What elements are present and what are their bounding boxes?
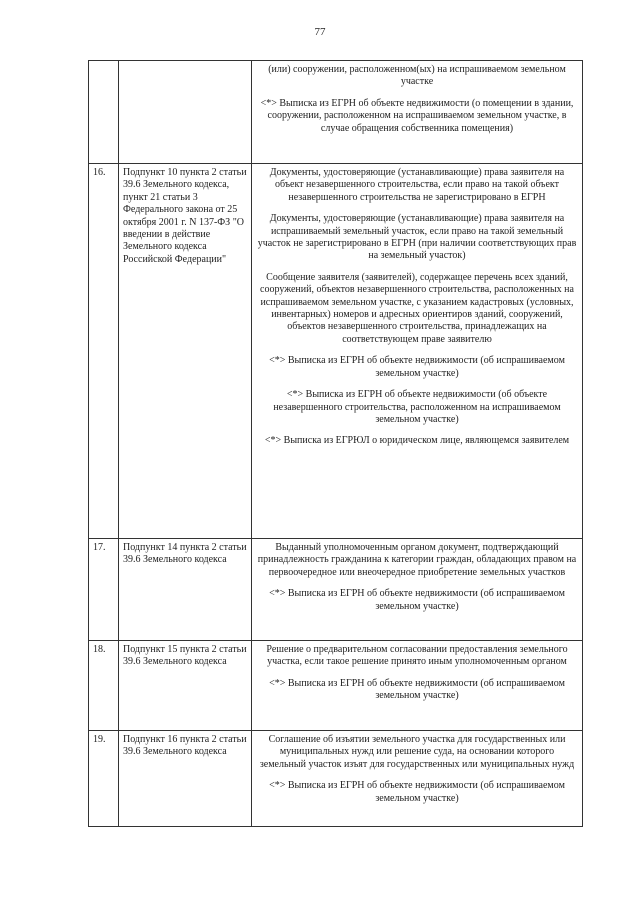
row-number: 16.	[89, 164, 119, 539]
required-documents-cell	[252, 539, 583, 641]
row-number: 17.	[89, 539, 119, 641]
document-item: <*> Выписка из ЕГРН об объекте недвижимости (об испрашиваемом земельном участке)	[269, 355, 565, 379]
document-item: Сообщение заявителя (заявителей), содержащее перечень всех зданий, сооружений, объектов незавершенного строительства, расположенных на испрашиваемом земельном участке, с указанием кадастровых (условных, инвентарных) номеров и адресных ориентиров зданий, сооружений, объектов незавершенного строительства, принадлежащих на соответствующем праве заявителю	[260, 271, 574, 345]
required-documents-cell	[252, 61, 583, 164]
document-item: Документы, удостоверяющие (устанавливающие) права заявителя на объект незавершенного строительства, если право на такой объект незавершенного строительства не зарегистрировано в ЕГРН	[269, 167, 565, 203]
required-documents-cell	[252, 164, 583, 539]
required-documents-cell	[252, 731, 583, 827]
document-item: <*> Выписка из ЕГРН об объекте недвижимости (о помещении в здании, сооружении, расположенном на испрашиваемом земельном участке, в случае обращения собственника помещения)	[260, 97, 574, 134]
document-item: Соглашение об изъятии земельного участка для государственных или муниципальных нужд или решение суда, на основании которого земельный участок изъят для государственных или муниципальных нужд	[259, 734, 575, 770]
required-documents-cell	[252, 641, 583, 731]
document-item: <*> Выписка из ЕГРН об объекте недвижимости (об испрашиваемом земельном участке)	[269, 588, 565, 612]
table-row	[89, 641, 583, 731]
document-item: (или) сооружении, расположенном(ых) на испрашиваемом земельном участке	[268, 64, 566, 88]
table-row	[89, 539, 583, 641]
legal-reference: Подпункт 14 пункта 2 статьи 39.6 Земельного кодекса	[119, 539, 252, 641]
document-item: Документы, удостоверяющие (устанавливающие) права заявителя на испрашиваемый земельный участок, если право на такой земельный участок не зарегистрировано в ЕГРН (при наличии соответствующих прав на земельный участок)	[257, 213, 577, 262]
documents-table	[88, 60, 583, 827]
row-number: 19.	[89, 731, 119, 827]
row-number: 18.	[89, 641, 119, 731]
legal-reference-cell	[119, 61, 252, 164]
table-row	[89, 731, 583, 827]
legal-reference: Подпункт 10 пункта 2 статьи 39.6 Земельного кодекса, пункт 21 статьи 3 Федерального закона от 25 октября 2001 г. N 137-ФЗ "О введении в действие Земельного кодекса Российской Федерации"	[119, 164, 252, 539]
table-row	[89, 164, 583, 539]
legal-reference: Подпункт 16 пункта 2 статьи 39.6 Земельного кодекса	[119, 731, 252, 827]
document-item: Выданный уполномоченным органом документ, подтверждающий принадлежность гражданина к категории граждан, обладающих правом на первоочередное или внеочередное приобретение земельных участков	[257, 542, 577, 578]
legal-reference: Подпункт 15 пункта 2 статьи 39.6 Земельного кодекса	[119, 641, 252, 731]
document-item: <*> Выписка из ЕГРН об объекте недвижимости (об испрашиваемом земельном участке)	[269, 677, 565, 702]
document-item: <*> Выписка из ЕГРН об объекте недвижимости (об испрашиваемом земельном участке)	[269, 780, 565, 804]
document-item: Решение о предварительном согласовании предоставления земельного участка, если такое решение принято иным уполномоченным органом	[266, 644, 568, 668]
document-item: <*> Выписка из ЕГРЮЛ о юридическом лице, являющемся заявителем	[264, 435, 570, 447]
page-number: 77	[314, 26, 326, 38]
row-number-cell	[89, 61, 119, 164]
document-item: <*> Выписка из ЕГРН об объекте недвижимости (об объекте незавершенного строительства, расположенном на испрашиваемом земельном участке)	[273, 389, 561, 425]
table-row-continuation	[89, 61, 583, 164]
